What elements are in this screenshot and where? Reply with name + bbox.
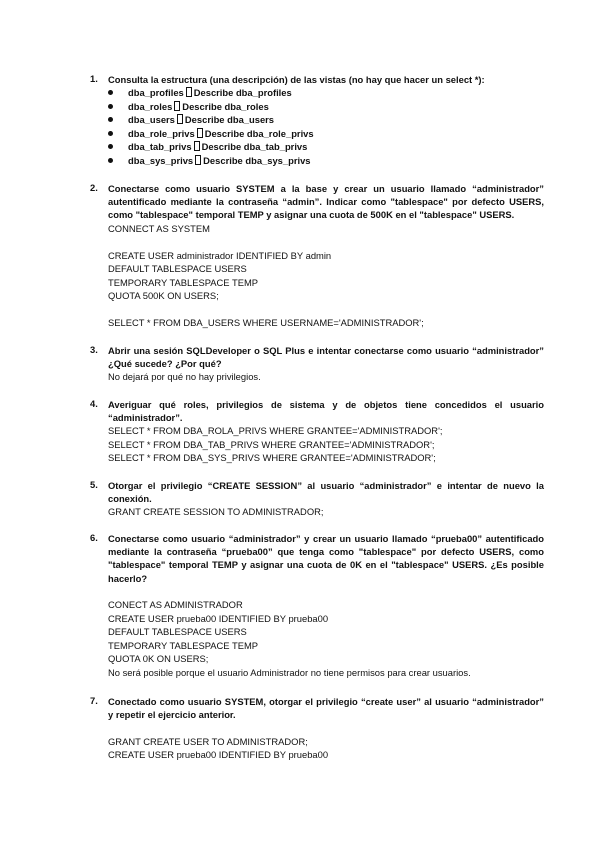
- answer-line: CREATE USER administrador IDENTIFIED BY admin: [108, 249, 332, 261]
- answer-line: QUOTA 500K ON USERS;: [108, 290, 219, 302]
- question-4: [90, 398, 544, 465]
- blank-line: [108, 303, 544, 317]
- question-number: 4.: [90, 398, 98, 409]
- answer-block: [108, 222, 544, 330]
- question-number: 3.: [90, 344, 98, 355]
- view-name: dba_profiles: [128, 87, 184, 99]
- view-name: dba_users: [128, 114, 175, 126]
- bullet-icon: [108, 158, 113, 163]
- arrow-icon: [197, 128, 203, 138]
- arrow-icon: [194, 141, 200, 151]
- answer-block: [108, 370, 544, 384]
- bullet-icon: [108, 117, 113, 122]
- answer-line: CREATE USER prueba00 IDENTIFIED BY prueba00: [108, 612, 329, 624]
- answer-line: No dejará por qué no hay privilegios.: [108, 371, 261, 383]
- blank-line: [108, 235, 544, 249]
- bullet-icon: [108, 104, 113, 109]
- question-3: [90, 344, 544, 384]
- list-item: [108, 154, 544, 168]
- answer-block: [108, 721, 544, 762]
- view-name: dba_tab_privs: [128, 141, 192, 153]
- describe-command: Describe dba_tab_privs: [201, 141, 308, 153]
- describe-command: Describe dba_role_privs: [204, 127, 314, 139]
- answer-block: [108, 424, 544, 465]
- describe-command: Describe dba_users: [184, 114, 275, 126]
- answer-line: GRANT CREATE USER TO ADMINISTRADOR;: [108, 735, 308, 747]
- answer-line: SELECT * FROM DBA_USERS WHERE USERNAME='ADMINISTRADOR';: [108, 317, 424, 329]
- list-item: [108, 127, 544, 141]
- question-text: Otorgar el privilegio “CREATE SESSION” al usuario “administrador” e intentar de nuevo la conexión.: [108, 480, 544, 505]
- arrow-icon: [195, 155, 201, 165]
- question-text: Conectarse como usuario SYSTEM a la base y crear un usuario llamado “administrador” autentificado mediante la contraseña “admin”. Indicar como "tablespace" por defecto USERS, como "tablespace" temporal TEMP y asignar una cuota de 500K en el "tablespace" USERS.: [108, 183, 544, 221]
- arrow-icon: [186, 87, 192, 97]
- answer-line: CREATE USER prueba00 IDENTIFIED BY prueba00: [108, 749, 329, 761]
- bullet-list: [108, 86, 544, 167]
- question-number: 1.: [90, 73, 98, 84]
- arrow-icon: [177, 114, 183, 124]
- question-number: 7.: [90, 695, 98, 706]
- answer-line: TEMPORARY TABLESPACE TEMP: [108, 639, 259, 651]
- answer-block: [108, 505, 544, 519]
- list-item: [108, 140, 544, 154]
- question-text: Averiguar qué roles, privilegios de sistema y de objetos tiene concedidos el usuario “administrador”.: [108, 399, 544, 424]
- answer-line: No será posible porque el usuario Administrador no tiene permisos para crear usuarios.: [108, 666, 471, 678]
- describe-command: Describe dba_roles: [182, 100, 269, 112]
- question-number: 5.: [90, 479, 98, 490]
- question-7: [90, 695, 544, 762]
- bullet-icon: [108, 90, 113, 95]
- question-text: Consulta la estructura (una descripción) de las vistas (no hay que hacer un select *):: [108, 74, 485, 85]
- answer-block: [108, 585, 544, 680]
- question-1: [90, 73, 544, 167]
- answer-line: CONNECT AS SYSTEM: [108, 222, 210, 234]
- bullet-icon: [108, 144, 113, 149]
- question-text: Conectado como usuario SYSTEM, otorgar el privilegio “create user” al usuario “administrador” y repetir el ejercicio anterior.: [108, 696, 544, 721]
- blank-line: [108, 721, 544, 735]
- list-item: [108, 113, 544, 127]
- view-name: dba_role_privs: [128, 127, 195, 139]
- answer-line: DEFAULT TABLESPACE USERS: [108, 263, 247, 275]
- describe-command: Describe dba_sys_privs: [203, 154, 311, 166]
- bullet-icon: [108, 131, 113, 136]
- list-item: [108, 86, 544, 100]
- question-number: 2.: [90, 182, 98, 193]
- answer-line: TEMPORARY TABLESPACE TEMP: [108, 276, 259, 288]
- list-item: [108, 100, 544, 114]
- question-text: Abrir una sesión SQLDeveloper o SQL Plus e intentar conectarse como usuario “administrador” ¿Qué sucede? ¿Por qué?: [108, 345, 544, 370]
- answer-line: SELECT * FROM DBA_TAB_PRIVS WHERE GRANTEE='ADMINISTRADOR';: [108, 438, 435, 450]
- answer-line: DEFAULT TABLESPACE USERS: [108, 626, 247, 638]
- question-6: [90, 532, 544, 679]
- answer-line: SELECT * FROM DBA_ROLA_PRIVS WHERE GRANTEE='ADMINISTRADOR';: [108, 425, 443, 437]
- answer-line: GRANT CREATE SESSION TO ADMINISTRADOR;: [108, 506, 324, 518]
- answer-line: CONECT AS ADMINISTRADOR: [108, 599, 243, 611]
- view-name: dba_roles: [128, 100, 173, 112]
- question-number: 6.: [90, 532, 98, 543]
- question-2: [90, 182, 544, 330]
- arrow-icon: [174, 101, 180, 111]
- answer-line: QUOTA 0K ON USERS;: [108, 653, 209, 665]
- question-text: Conectarse como usuario “administrador” y crear un usuario llamado “prueba00” autentificado mediante la contraseña “prueba00” que tenga como "tablespace" por defecto USERS, como "tablespace" temporal TEMP y asignar una cuota de 0K en el "tablespace" USERS. ¿Es posible hacerlo?: [108, 533, 544, 584]
- question-5: [90, 479, 544, 519]
- describe-command: Describe dba_profiles: [193, 87, 292, 99]
- view-name: dba_sys_privs: [128, 154, 194, 166]
- answer-line: SELECT * FROM DBA_SYS_PRIVS WHERE GRANTEE='ADMINISTRADOR';: [108, 452, 436, 464]
- blank-line: [108, 585, 544, 599]
